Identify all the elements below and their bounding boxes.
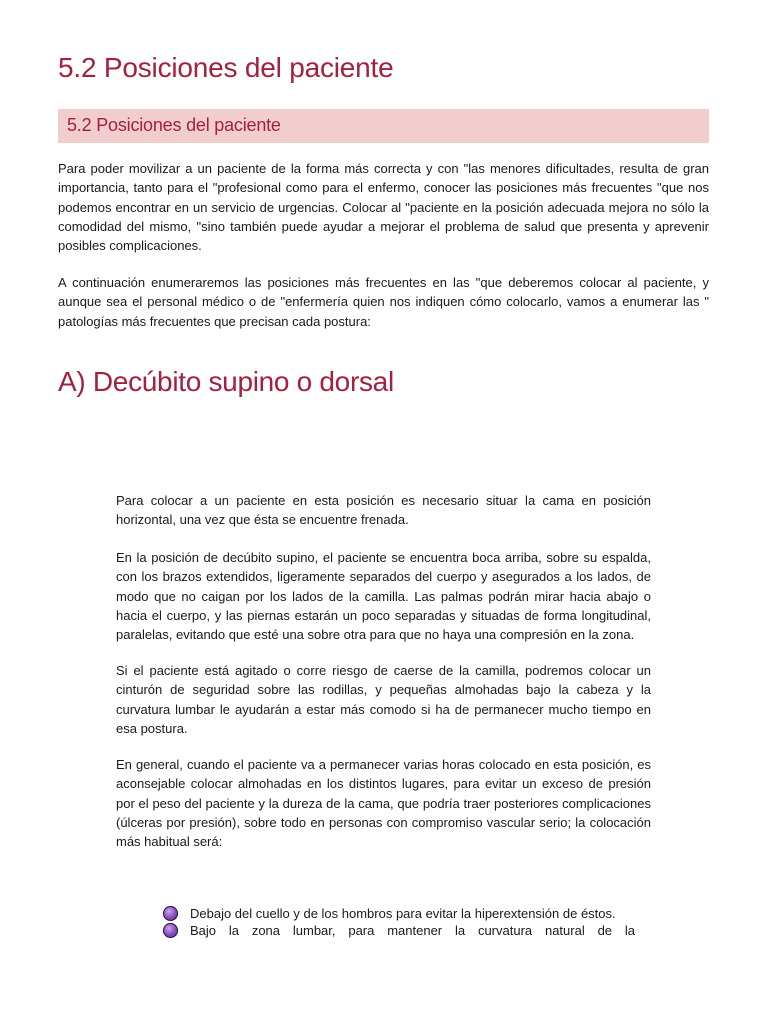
list-item bbox=[163, 922, 635, 939]
list-item bbox=[163, 905, 635, 922]
body-paragraph: En la posición de decúbito supino, el paciente se encuentra boca arriba, sobre su espalda, con los brazos extendidos, ligeramente separados del cuerpo y asegurados a los lados, de modo que no caigan por los lados de la camilla. Las palmas podrán mirar hacia abajo o hacia el cuerpo, y las piernas estarán un poco separadas y situadas de forma longitudinal, paralelas, evitando que esté una sobre otra para que no haya una compresión en la zona. bbox=[116, 550, 651, 643]
section-header-band bbox=[58, 109, 709, 143]
bullet-list bbox=[163, 905, 635, 939]
list-item-text: Debajo del cuello y de los hombros para evitar la hiperextensión de éstos. bbox=[190, 906, 616, 921]
page-title: 5.2 Posiciones del paciente bbox=[58, 52, 394, 83]
section-header-label: 5.2 Posiciones del paciente bbox=[67, 115, 281, 135]
bullet-icon bbox=[163, 923, 178, 938]
bullet-icon bbox=[163, 906, 178, 921]
intro-paragraph: Para poder movilizar a un paciente de la forma más correcta y con "las menores dificultades, resulta de gran importancia, tanto para el "profesional como para el enfermo, conocer las posiciones más frecuentes "que nos podemos encontrar en un servicio de urgencias. Colocar al "paciente en la posición adecuada mejora no sólo la comodidad del mismo, "sino también puede ayudar a mejorar el problema de salud que presenta y aprevenir posibles complicaciones. bbox=[58, 161, 709, 254]
list-item-text: Bajo la zona lumbar, para mantener la curvatura natural de la bbox=[190, 923, 635, 938]
section-a-heading: A) Decúbito supino o dorsal bbox=[58, 366, 394, 397]
body-paragraph: Para colocar a un paciente en esta posición es necesario situar la cama en posición horizontal, una vez que ésta se encuentre frenada. bbox=[116, 493, 651, 528]
intro-paragraph: A continuación enumeraremos las posiciones más frecuentes en las "que deberemos colocar al paciente, y aunque sea el personal médico o de "enfermería quien nos indiquen cómo colocarlo, vamos a enumerar las " patologías más frecuentes que precisan cada postura: bbox=[58, 275, 709, 329]
body-paragraph: En general, cuando el paciente va a permanecer varias horas colocado en esta posición, es aconsejable colocar almohadas en los distintos lugares, para evitar un exceso de presión por el peso del paciente y la dureza de la cama, que podría traer posteriores complicaciones (úlceras por presión), sobre todo en personas con compromiso vascular serio; la colocación más habitual será: bbox=[116, 757, 651, 850]
body-paragraph: Si el paciente está agitado o corre riesgo de caerse de la camilla, podremos colocar un cinturón de seguridad sobre las rodillas, y pequeñas almohadas bajo la cabeza y la curvatura lumbar le ayudarán a estar más comodo si ha de permanecer mucho tiempo en esa postura. bbox=[116, 663, 651, 736]
